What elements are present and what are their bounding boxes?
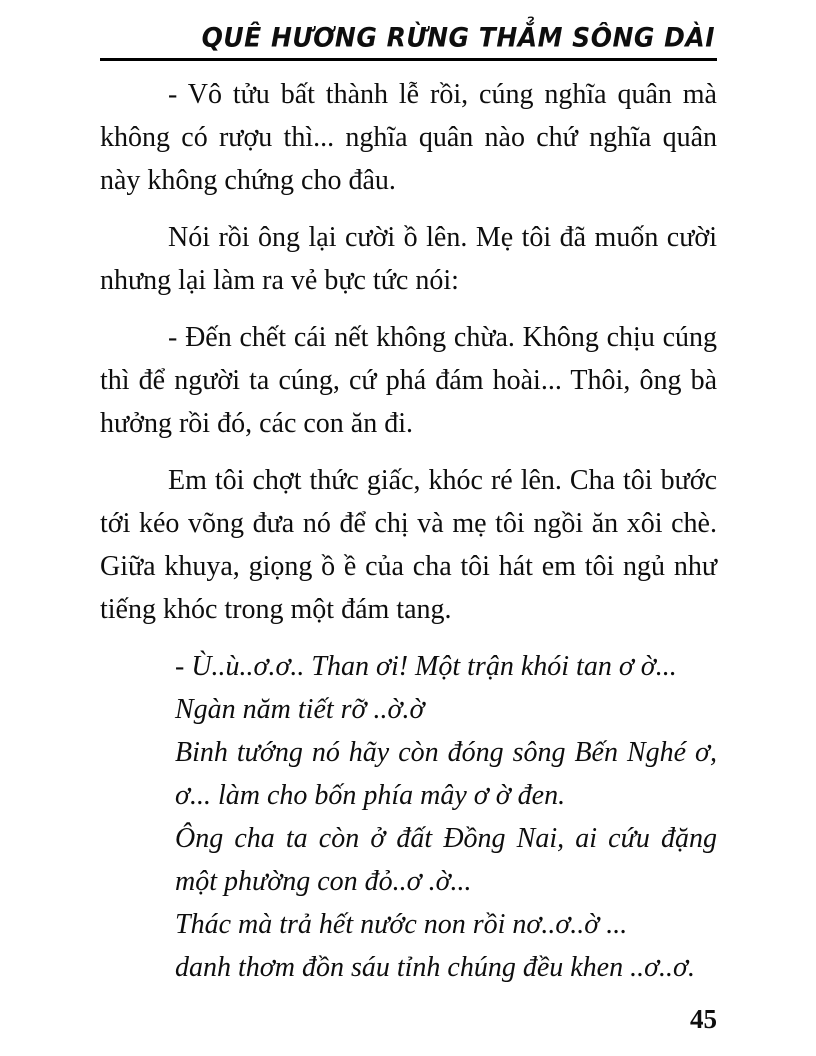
verse-line: Thác mà trả hết nước non rồi nơ..ơ..ờ ... bbox=[175, 909, 628, 940]
page-number: 45 bbox=[690, 1004, 717, 1034]
song-lyrics-block bbox=[175, 645, 717, 989]
paragraph: - Đến chết cái nết không chừa. Không chịu cúng thì để người ta cúng, cứ phá đám hoài... Thôi, ông bà hưởng rồi đó, các con ăn đi. bbox=[100, 322, 717, 439]
page-title: QUÊ HƯƠNG RỪNG THẲM SÔNG DÀI bbox=[201, 21, 715, 53]
verse-line: Ông cha ta còn ở đất Đồng Nai, ai cứu đặng một phường con đỏ..ơ .ờ... bbox=[175, 823, 717, 897]
verse-line: - Ù..ù..ơ.ơ.. Than ơi! Một trận khói tan ơ ờ... bbox=[175, 651, 677, 682]
page-body bbox=[100, 73, 717, 989]
paragraph: Nói rồi ông lại cười ồ lên. Mẹ tôi đã muốn cười nhưng lại làm ra vẻ bực tức nói: bbox=[100, 222, 717, 296]
paragraph: - Vô tửu bất thành lễ rồi, cúng nghĩa quân mà không có rượu thì... nghĩa quân nào chứ nghĩa quân này không chứng cho đâu. bbox=[100, 79, 717, 196]
verse-line: Binh tướng nó hãy còn đóng sông Bến Nghé ơ, ơ... làm cho bốn phía mây ơ ờ đen. bbox=[175, 737, 717, 811]
header-divider bbox=[100, 58, 717, 61]
verse-line: danh thơm đồn sáu tỉnh chúng đều khen ..ơ..ơ. bbox=[175, 952, 695, 983]
paragraph: Em tôi chợt thức giấc, khóc ré lên. Cha tôi bước tới kéo võng đưa nó để chị và mẹ tôi ngồi ăn xôi chè. Giữa khuya, giọng ồ ề của cha tôi hát em tôi ngủ như tiếng khóc trong một đám tang. bbox=[100, 465, 717, 625]
verse-line: Ngàn năm tiết rỡ ..ờ.ờ bbox=[175, 694, 425, 725]
